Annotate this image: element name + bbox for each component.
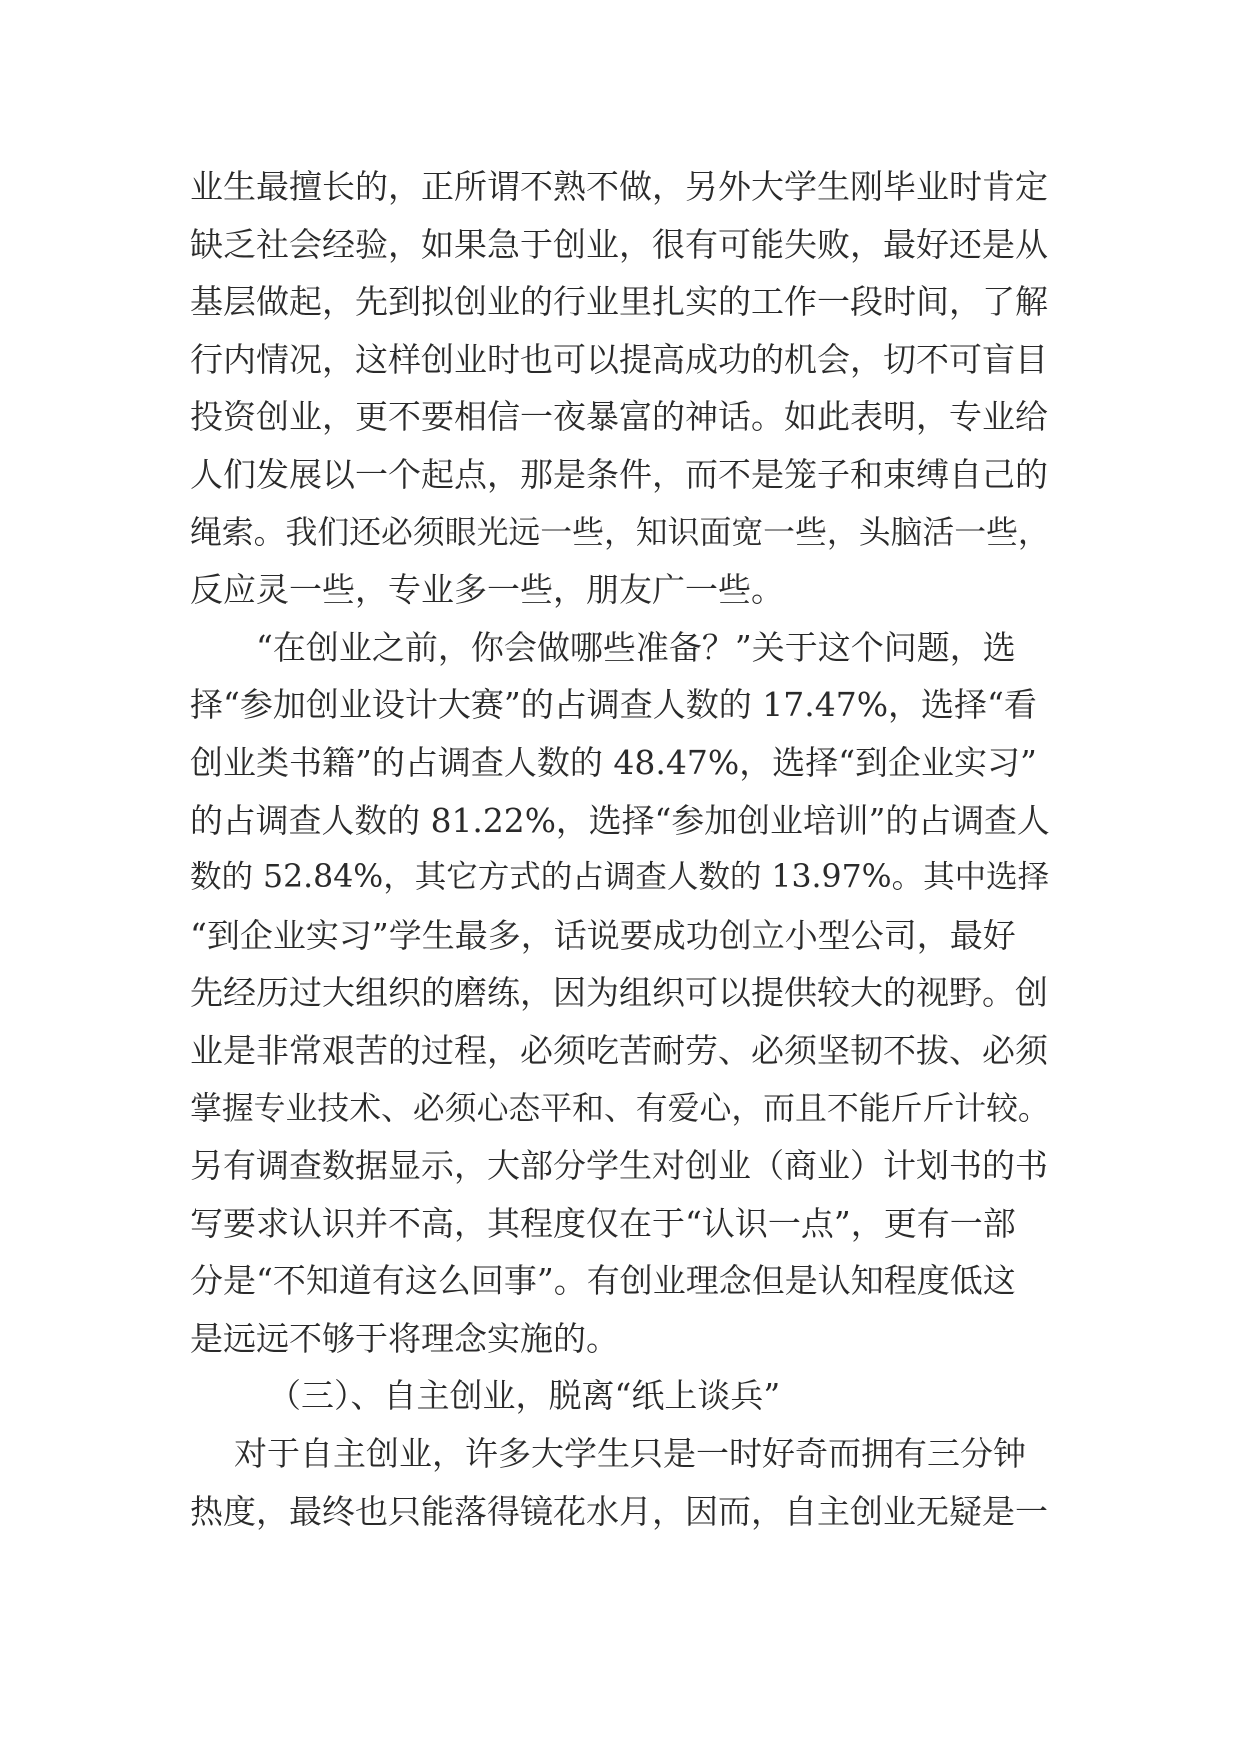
- paragraph-continuation: [190, 158, 1050, 619]
- text-line: 投资创业，更不要相信一夜暴富的神话。如此表明，专业给: [190, 397, 1048, 437]
- text-line: 缺乏社会经验，如果急于创业，很有可能失败，最好还是从: [190, 224, 1048, 264]
- text-line: 创业类书籍”的占调查人数的 48.47%，选择“到企业实习”: [190, 742, 1037, 782]
- text-line: 业生最擅长的，正所谓不熟不做，另外大学生刚毕业时肯定: [190, 167, 1048, 206]
- text-line: 掌握专业技术、必须心态平和、有爱心，而且不能斤斤计较。: [190, 1088, 1050, 1127]
- paragraph-self-employment: [190, 1425, 1050, 1540]
- text-line: 绳索。我们还必须眼光远一些，知识面宽一些，头脑活一些，: [190, 512, 1050, 551]
- text-line: 基层做起，先到拟创业的行业里扎实的工作一段时间，了解: [190, 282, 1048, 322]
- text-line: 择“参加创业设计大赛”的占调查人数的 17.47%，选择“看: [190, 685, 1037, 725]
- text-line: 人们发展以一个起点，那是条件，而不是笼子和束缚自己的: [190, 454, 1048, 494]
- text-line: 写要求认识并不高，其程度仅在于“认识一点”，更有一部: [190, 1203, 1016, 1243]
- text-line: 另有调查数据显示，大部分学生对创业（商业）计划书的书: [190, 1146, 1048, 1186]
- section-heading-text: （三）、自主创业，脱离“纸上谈兵”: [268, 1376, 781, 1416]
- paragraph-survey-results: [190, 619, 1050, 1368]
- text-line: 数的 52.84%，其它方式的占调查人数的 13.97%。其中选择: [190, 859, 1050, 896]
- text-line: “在创业之前，你会做哪些准备？”关于这个问题，选: [256, 627, 1016, 667]
- text-line: 行内情况，这样创业时也可以提高成功的机会，切不可盲目: [190, 339, 1048, 379]
- text-line: 的占调查人数的 81.22%，选择“参加创业培训”的占调查人: [190, 800, 1050, 840]
- text-line: 是远远不够于将理念实施的。: [190, 1318, 619, 1358]
- text-line: 先经历过大组织的磨练，因为组织可以提供较大的视野。创: [190, 973, 1048, 1013]
- text-line: 对于自主创业，许多大学生只是一时好奇而拥有三分钟: [234, 1434, 1026, 1474]
- section-heading: [190, 1367, 1050, 1425]
- document-body: [190, 158, 1050, 1540]
- text-line: “到企业实习”学生最多，话说要成功创立小型公司，最好: [190, 915, 1016, 955]
- text-line: 热度，最终也只能落得镜花水月，因而，自主创业无疑是一: [190, 1491, 1048, 1531]
- text-line: 反应灵一些，专业多一些，朋友广一些。: [190, 570, 784, 610]
- text-line: 分是“不知道有这么回事”。有创业理念但是认知程度低这: [190, 1261, 1016, 1301]
- text-line: 业是非常艰苦的过程，必须吃苦耐劳、必须坚韧不拔、必须: [190, 1030, 1048, 1070]
